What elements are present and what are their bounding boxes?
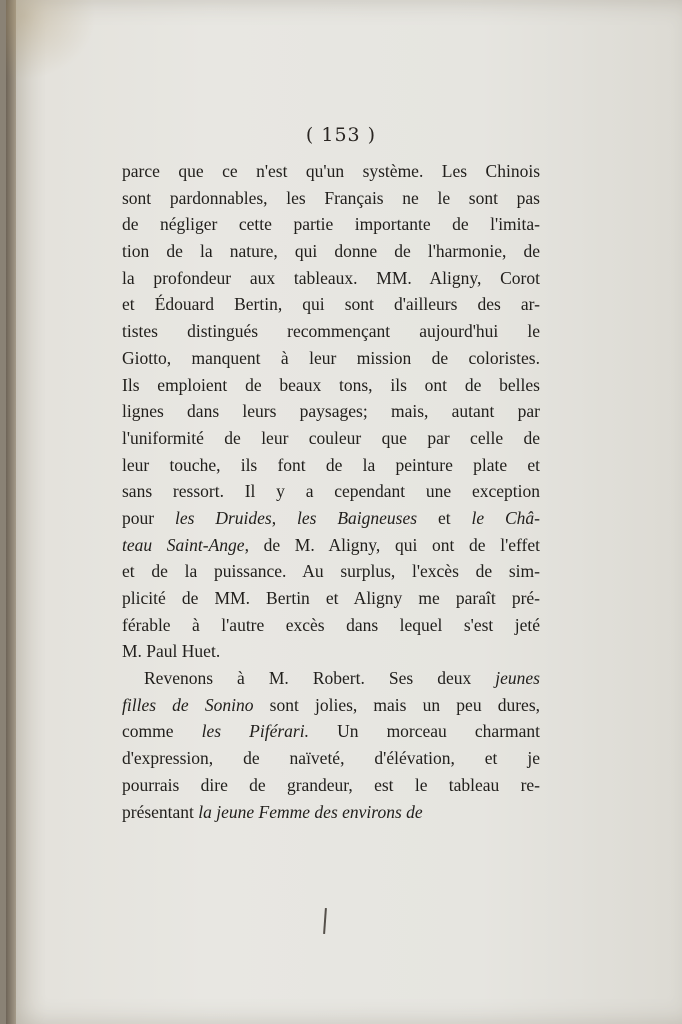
text-line <box>122 238 540 265</box>
text-line <box>122 345 540 372</box>
text-line <box>122 532 540 559</box>
text-line <box>122 372 540 399</box>
text-segment: et de la puissance. Au surplus, l'excès de sim- <box>122 561 540 582</box>
text-segment: leur touche, ils font de la peinture plate et <box>122 454 540 475</box>
text-line <box>122 665 540 692</box>
text-segment: , <box>271 507 297 528</box>
italic-title-text: jeunes <box>495 668 540 689</box>
text-segment: Un morceau charmant <box>308 721 541 742</box>
text-segment: Revenons à M. Robert. Ses deux <box>144 668 496 689</box>
body-text <box>122 158 540 825</box>
text-segment: présentant <box>122 801 199 822</box>
text-line <box>122 692 540 719</box>
text-line <box>122 265 540 292</box>
text-segment: tistes distingués recommençant aujourd'hui le <box>122 321 540 342</box>
text-segment: plicité de MM. Bertin et Aligny me paraît pré- <box>122 588 540 608</box>
text-line <box>122 425 540 452</box>
text-line <box>122 558 540 585</box>
page-stain <box>6 0 96 80</box>
italic-title-text: filles de Sonino <box>122 694 254 715</box>
text-segment: , de M. Aligny, qui ont de l'effet <box>244 534 540 555</box>
text-line <box>122 291 540 318</box>
text-line <box>122 718 540 745</box>
text-segment: lignes dans leurs paysages; mais, autant par <box>122 401 540 422</box>
page-binding-edge <box>6 0 16 1024</box>
text-line <box>122 505 540 532</box>
text-segment: et Édouard Bertin, qui sont d'ailleurs des ar- <box>122 294 540 315</box>
text-line <box>122 478 540 505</box>
italic-title-text: les Piférari. <box>201 721 309 742</box>
text-line <box>122 318 540 345</box>
text-segment: comme <box>122 721 202 742</box>
text-segment: parce que ce n'est qu'un système. Les Chinois <box>122 161 540 181</box>
text-line <box>122 211 540 238</box>
text-segment: tion de la nature, qui donne de l'harmonie, de <box>122 241 540 262</box>
text-segment: sans ressort. Il y a cependant une exception <box>122 481 540 502</box>
page-number: ( 153 ) <box>305 124 377 146</box>
text-line <box>122 638 540 665</box>
text-segment: l'uniformité de leur couleur que par celle de <box>122 427 540 448</box>
text-segment: férable à l'autre excès dans lequel s'est jeté <box>122 614 540 635</box>
text-segment: d'expression, de naïveté, d'élévation, et je <box>122 748 540 769</box>
text-line <box>122 398 540 425</box>
text-segment: pourrais dire de grandeur, est le tableau re- <box>122 774 540 795</box>
text-line <box>122 799 540 826</box>
text-segment: sont jolies, mais un peu dures, <box>253 694 541 715</box>
text-segment: M. Paul Huet. <box>122 641 221 662</box>
text-line <box>122 612 540 639</box>
text-segment: la profondeur aux tableaux. MM. Aligny, Corot <box>122 267 540 288</box>
text-line <box>122 185 540 212</box>
text-line <box>122 772 540 799</box>
text-line <box>122 452 540 479</box>
text-line <box>122 158 540 185</box>
text-segment: Giotto, manquent à leur mission de coloristes. <box>122 347 540 368</box>
italic-title-text: les Baigneuses <box>297 507 418 528</box>
text-segment: et <box>417 507 472 528</box>
italic-title-text: la jeune Femme des environs de <box>198 801 423 822</box>
italic-title-text: le Châ- <box>471 507 541 528</box>
text-segment: Ils emploient de beaux tons, ils ont de belles <box>122 374 540 395</box>
italic-title-text: teau Saint-Ange <box>122 534 245 555</box>
text-line <box>122 745 540 772</box>
italic-title-text: les Druides <box>174 507 272 528</box>
text-line <box>122 585 540 612</box>
text-segment: pour <box>122 507 175 528</box>
text-segment: sont pardonnables, les Français ne le sont pas <box>122 187 540 208</box>
text-segment: de négliger cette partie importante de l'imita- <box>122 214 540 235</box>
